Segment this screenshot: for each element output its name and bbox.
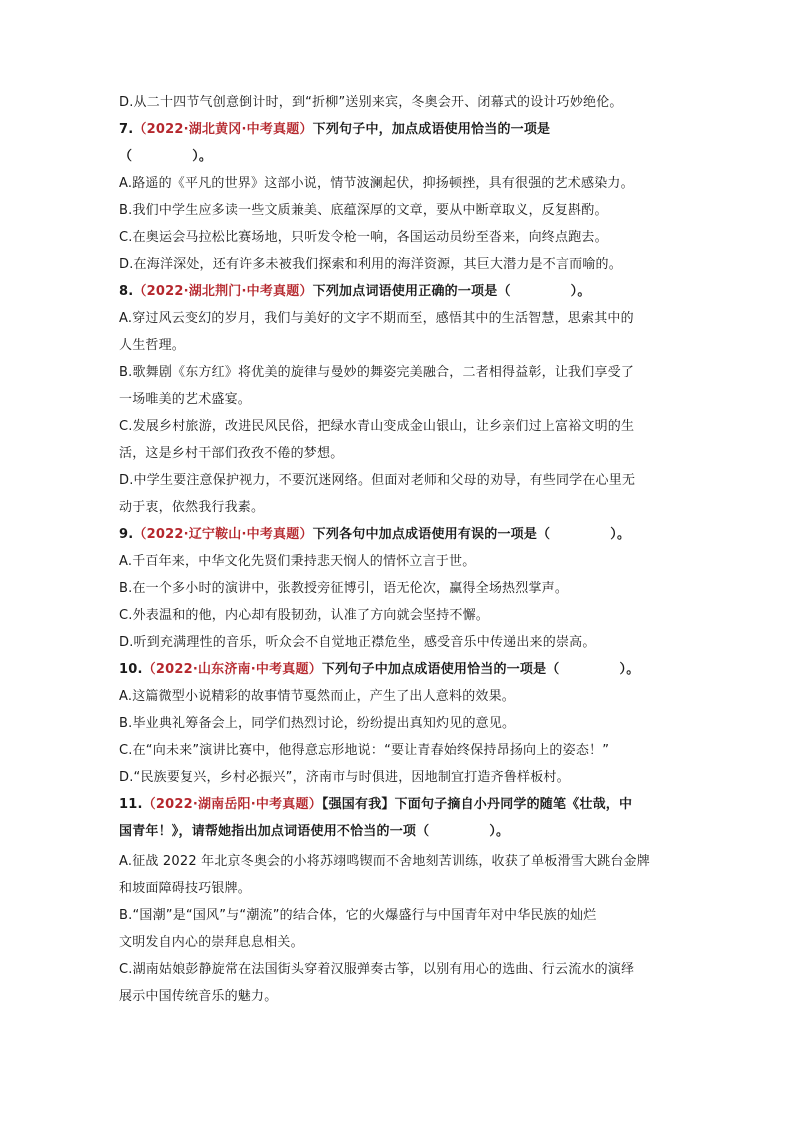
answer-blank: （ ）。 xyxy=(119,149,213,164)
option-line: A.穿过风云变幻的岁月，我们与美好的文字不期而至，感悟其中的生活智慧，思索其中的 xyxy=(119,311,634,326)
option-line: B.毕业典礼筹备会上，同学们热烈讨论，纷纷提出真知灼见的意见。 xyxy=(119,716,516,731)
option-line: A.征战 2022 年北京冬奥会的小将苏翊鸣锲而不舍地刻苦训练，收获了单板滑雪大跳台金牌 xyxy=(119,854,650,869)
option-line: 文明发自内心的崇拜息息相关。 xyxy=(119,935,304,950)
option-line: A.这篇微型小说精彩的故事情节戛然而止，产生了出人意料的效果。 xyxy=(119,689,515,704)
option-line: D.听到充满理性的音乐，听众会不自觉地正襟危坐，感受音乐中传递出来的崇高。 xyxy=(119,635,596,650)
question-11-title-cont: 国青年！》，请帮她指出加点词语使用不恰当的一项（ ）。 xyxy=(119,824,510,839)
option-line: D.从二十四节气创意倒计时，到“折柳”送别来宾，冬奥会开、闭幕式的设计巧妙绝伦。 xyxy=(119,95,623,110)
option-line: 人生哲理。 xyxy=(119,338,186,353)
source-tag: （2022·辽宁鞍山·中考真题） xyxy=(133,527,313,542)
option-line: C.湖南姑娘彭静旋常在法国街头穿着汉服弹奏古筝，以别有用心的选曲、行云流水的演绎 xyxy=(119,962,635,977)
option-line: 活，这是乡村干部们孜孜不倦的梦想。 xyxy=(119,446,344,461)
option-line: B.我们中学生应多读一些文质兼美、底蕴深厚的文章，要从中断章取义，反复斟酌。 xyxy=(119,203,608,218)
question-10-title: 10.（2022·山东济南·中考真题）下列句子中加点成语使用恰当的一项是（ ）。 xyxy=(119,662,640,677)
option-line: B.歌舞剧《东方红》将优美的旋律与曼妙的舞姿完美融合，二者相得益彰，让我们享受了 xyxy=(119,365,635,380)
source-tag: （2022·山东济南·中考真题） xyxy=(142,662,322,677)
question-7-title: 7.（2022·湖北黄冈·中考真题）下列句子中，加点成语使用恰当的一项是 xyxy=(119,122,551,137)
option-line: D.“民族要复兴，乡村必振兴”，济南市与时俱进，因地制宜打造齐鲁样板村。 xyxy=(119,770,570,785)
question-8-title: 8.（2022·湖北荆门·中考真题）下列加点词语使用正确的一项是（ ）。 xyxy=(119,284,591,299)
option-line: 展示中国传统音乐的魅力。 xyxy=(119,989,278,1004)
option-line: B.在一个多小时的演讲中，张教授旁征博引，语无伦次，赢得全场热烈掌声。 xyxy=(119,581,569,596)
option-line: A.路遥的《平凡的世界》这部小说，情节波澜起伏，抑扬顿挫，具有很强的艺术感染力。 xyxy=(119,176,634,191)
option-line: B.“国潮”是“国风”与“潮流”的结合体，它的火爆盛行与中国青年对中华民族的灿烂 xyxy=(119,908,597,923)
source-tag: （2022·湖北黄冈·中考真题） xyxy=(133,122,313,137)
option-line: 一场唯美的艺术盛宴。 xyxy=(119,392,252,407)
question-9-title: 9.（2022·辽宁鞍山·中考真题）下列各句中加点成语使用有误的一项是（ ）。 xyxy=(119,527,631,542)
source-tag: （2022·湖北荆门·中考真题） xyxy=(133,284,313,299)
question-11-title: 11.（2022·湖南岳阳·中考真题）【强国有我】下面句子摘自小丹同学的随笔《壮哉，中 xyxy=(119,797,633,812)
option-line: A.千百年来，中华文化先贤们秉持悲天悯人的情怀立言于世。 xyxy=(119,554,476,569)
option-line: D.中学生要注意保护视力，不要沉迷网络。但面对老师和父母的劝导，有些同学在心里无 xyxy=(119,473,636,488)
option-line: C.外表温和的他，内心却有股韧劲，认准了方向就会坚持不懈。 xyxy=(119,608,490,623)
option-line: D.在海洋深处，还有许多未被我们探索和利用的海洋资源，其巨大潜力是不言而喻的。 xyxy=(119,257,622,272)
option-line: 和坡面障碍技巧银牌。 xyxy=(119,881,252,896)
option-line: C.发展乡村旅游，改进民风民俗，把绿水青山变成金山银山，让乡亲们过上富裕文明的生 xyxy=(119,419,635,434)
option-line: 动于衷，依然我行我素。 xyxy=(119,500,265,515)
option-line: C.在“向未来”演讲比赛中，他得意忘形地说：“要让青春始终保持昂扬向上的姿态！” xyxy=(119,743,610,758)
option-line: C.在奥运会马拉松比赛场地，只听发令枪一响，各国运动员纷至沓来，向终点跑去。 xyxy=(119,230,608,245)
source-tag: （2022·湖南岳阳·中考真题） xyxy=(142,797,322,812)
